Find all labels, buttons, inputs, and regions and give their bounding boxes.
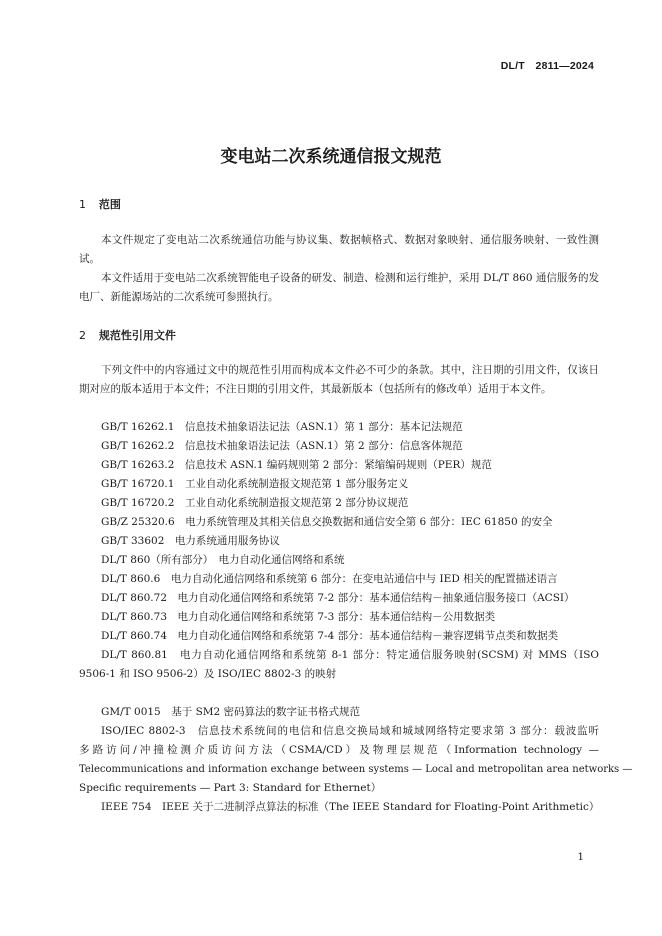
reference-item: DL/T 860（所有部分） 电力自动化通信网络和系统 <box>101 554 345 566</box>
normative-references-intro: 下列文件中的内容通过文中的规范性引用而构成本文件必不可少的条款。其中，注日期的引用文件，仅该日期对应的版本适用于本文件；不注日期的引用文件，其最新版本（包括所有的修改单）适用于本文件。 <box>79 364 599 395</box>
scope-paragraph-2: 本文件适用于变电站二次系统智能电子设备的研发、制造、检测和运行维护，采用 DL/T 860 通信服务的发电厂、新能源场站的二次系统可参照执行。 <box>79 272 599 303</box>
section-2-heading <box>79 327 176 343</box>
reference-item: GB/T 16262.1 信息技术抽象语法记法（ASN.1）第 1 部分：基本记法规范 <box>101 421 463 433</box>
reference-item: GB/T 16263.2 信息技术 ASN.1 编码规则第 2 部分：紧缩编码规则（PER）规范 <box>101 459 492 471</box>
standard-code-header: DL/T 2811—2024 <box>500 60 594 72</box>
reference-line: DL/T 860.81 电力自动化通信网络和系统第 8-1 部分：特定通信服务映射(SCSM) 对 MMS（ISO <box>101 649 599 661</box>
section-2-title: 规范性引用文件 <box>98 329 176 342</box>
reference-line: 多路访问/冲撞检测介质访问方法（CSMA/CD）及物理层规范（Information technology — <box>79 744 599 756</box>
reference-item-iso-8802-3 <box>79 722 633 798</box>
reference-item-ieee-754 <box>79 798 599 817</box>
reference-item: DL/T 860.73 电力自动化通信网络和系统第 7-3 部分：基本通信结构－公用数据类 <box>101 611 496 623</box>
section-1-title: 范围 <box>98 198 121 211</box>
reference-item: GB/T 33602 电力系统通用服务协议 <box>101 535 280 547</box>
document-title: 变电站二次系统通信报文规范 <box>220 147 442 167</box>
scope-paragraph-1: 本文件规定了变电站二次系统通信功能与协议集、数据帧格式、数据对象映射、通信服务映射、一致性测试。 <box>79 234 599 265</box>
reference-item: DL/T 860.6 电力自动化通信网络和系统第 6 部分：在变电站通信中与 IED 相关的配置描述语言 <box>101 573 558 585</box>
reference-item: GB/Z 25320.6 电力系统管理及其相关信息交换数据和通信安全第 6 部分：IEC 61850 的安全 <box>101 516 553 528</box>
reference-list <box>79 418 599 646</box>
reference-item: DL/T 860.74 电力自动化通信网络和系统第 7-4 部分：基本通信结构－兼容逻辑节点类和数据类 <box>101 630 559 642</box>
reference-line: Specific requirements — Part 3: Standard for Ethernet） <box>79 782 382 794</box>
reference-item: DL/T 860.72 电力自动化通信网络和系统第 7-2 部分：基本通信结构－抽象通信服务接口（ACSI） <box>101 592 575 604</box>
page-number: 1 <box>577 851 584 863</box>
section-1-heading <box>79 196 121 212</box>
reference-item: GB/T 16720.1 工业自动化系统制造报文规范第 1 部分服务定义 <box>101 478 409 490</box>
reference-line: GM/T 0015 基于 SM2 密码算法的数字证书格式规范 <box>101 706 361 718</box>
section-2-number: 2 <box>79 329 86 342</box>
reference-item: GB/T 16262.2 信息技术抽象语法记法（ASN.1）第 2 部分：信息客体规范 <box>101 440 463 452</box>
reference-item-gmt-0015 <box>79 703 599 722</box>
reference-item: GB/T 16720.2 工业自动化系统制造报文规范第 2 部分协议规范 <box>101 497 409 509</box>
reference-line: Telecommunications and information exchange between systems — Local and metropolitan area networks — <box>79 764 633 775</box>
reference-line: 9506-1 和 ISO 9506-2）及 ISO/IEC 8802-3 的映射 <box>79 668 337 680</box>
reference-item-dlt-860-81 <box>79 646 599 684</box>
reference-line: IEEE 754 IEEE 关于二进制浮点算法的标准（The IEEE Standard for Floating-Point Arithmetic） <box>101 801 600 813</box>
reference-line: ISO/IEC 8802-3 信息技术系统间的电信和信息交换局域和城域网络特定要求第 3 部分：载波监听 <box>101 725 599 737</box>
section-1-number: 1 <box>79 198 86 211</box>
